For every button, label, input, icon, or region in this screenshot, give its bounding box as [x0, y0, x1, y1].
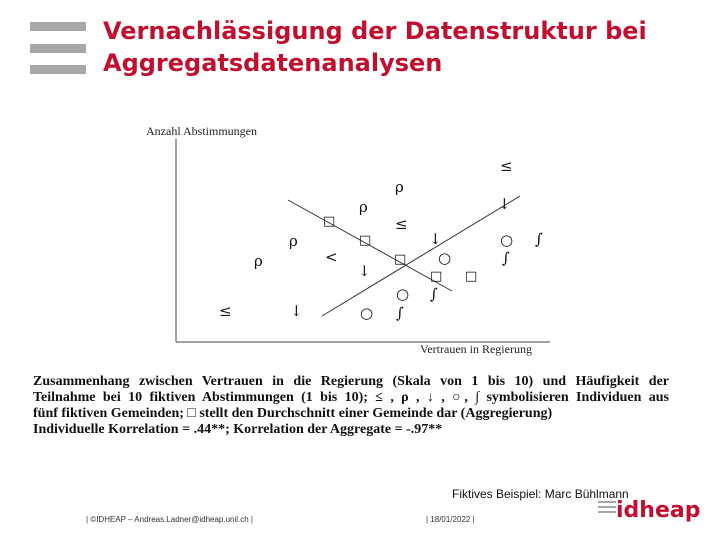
- marker-circle: ○: [500, 231, 514, 249]
- source-note: Fiktives Beispiel: Marc Bühlmann: [452, 487, 629, 501]
- marker-circle: ○: [438, 249, 452, 267]
- marker-integral: ∫: [535, 230, 543, 248]
- marker-leq: ≤: [500, 157, 513, 175]
- caption-line-1: Zusammenhang zwischen Vertrauen in die Regierung (Skala von 1 bis 10) und Häufigkeit der: [33, 374, 669, 389]
- marker-integral: ∫: [430, 285, 438, 303]
- footer-contact: | ©IDHEAP – Andreas.Ladner@idheap.unil.ch |: [86, 515, 254, 524]
- caption-line-4: Individuelle Korrelation = .44**; Korrelation der Aggregate = -.97**: [33, 422, 443, 437]
- marker-aggregate: □: [323, 214, 336, 229]
- marker-arrow: ↓: [290, 302, 303, 320]
- caption-line-3: fünf fiktiven Gemeinden; □ stellt den Durchschnitt einer Gemeinde dar (Aggregierung): [33, 406, 553, 421]
- idheap-logo: [598, 495, 701, 523]
- slide-title-line-1: Vernachlässigung der Datenstruktur bei: [103, 17, 647, 45]
- marker-circle: ○: [396, 285, 410, 303]
- footer-date: | 18/01/2022 |: [426, 515, 475, 524]
- marker-integral: ∫: [502, 249, 510, 267]
- marker-leq: ≤: [219, 302, 232, 320]
- marker-aggregate: □: [359, 233, 372, 248]
- x-axis-label: Vertrauen in Regierung: [420, 342, 532, 356]
- marker-circle: ○: [360, 304, 374, 322]
- marker-arrow: ↓: [358, 262, 371, 280]
- marker-arrow: ↓: [498, 195, 511, 213]
- marker-integral: ∫: [396, 304, 404, 322]
- marker-aggregate: □: [430, 269, 443, 284]
- logo-text: idheap: [616, 498, 701, 523]
- marker-rho: ρ: [395, 178, 404, 196]
- marker-rho: ρ: [254, 252, 263, 270]
- marker-lt: <: [325, 248, 338, 266]
- slide-title-line-2: Aggregatsdatenanalysen: [103, 49, 443, 77]
- y-axis-label: Anzahl Abstimmungen: [146, 124, 257, 138]
- marker-aggregate: □: [465, 269, 478, 284]
- marker-rho: ρ: [289, 232, 298, 250]
- marker-arrow: ↓: [429, 230, 442, 248]
- marker-rho: ρ: [359, 198, 368, 216]
- marker-leq: ≤: [395, 215, 408, 233]
- marker-aggregate: □: [394, 252, 407, 267]
- figure-caption: [33, 374, 669, 438]
- caption-line-2: Teilnahme bei 10 fiktiven Abstimmungen (1 bis 10); ≤ , ρ , ↓ , ○, ∫ symbolisieren Individuen aus: [33, 390, 669, 405]
- trend-line-up: [322, 196, 520, 316]
